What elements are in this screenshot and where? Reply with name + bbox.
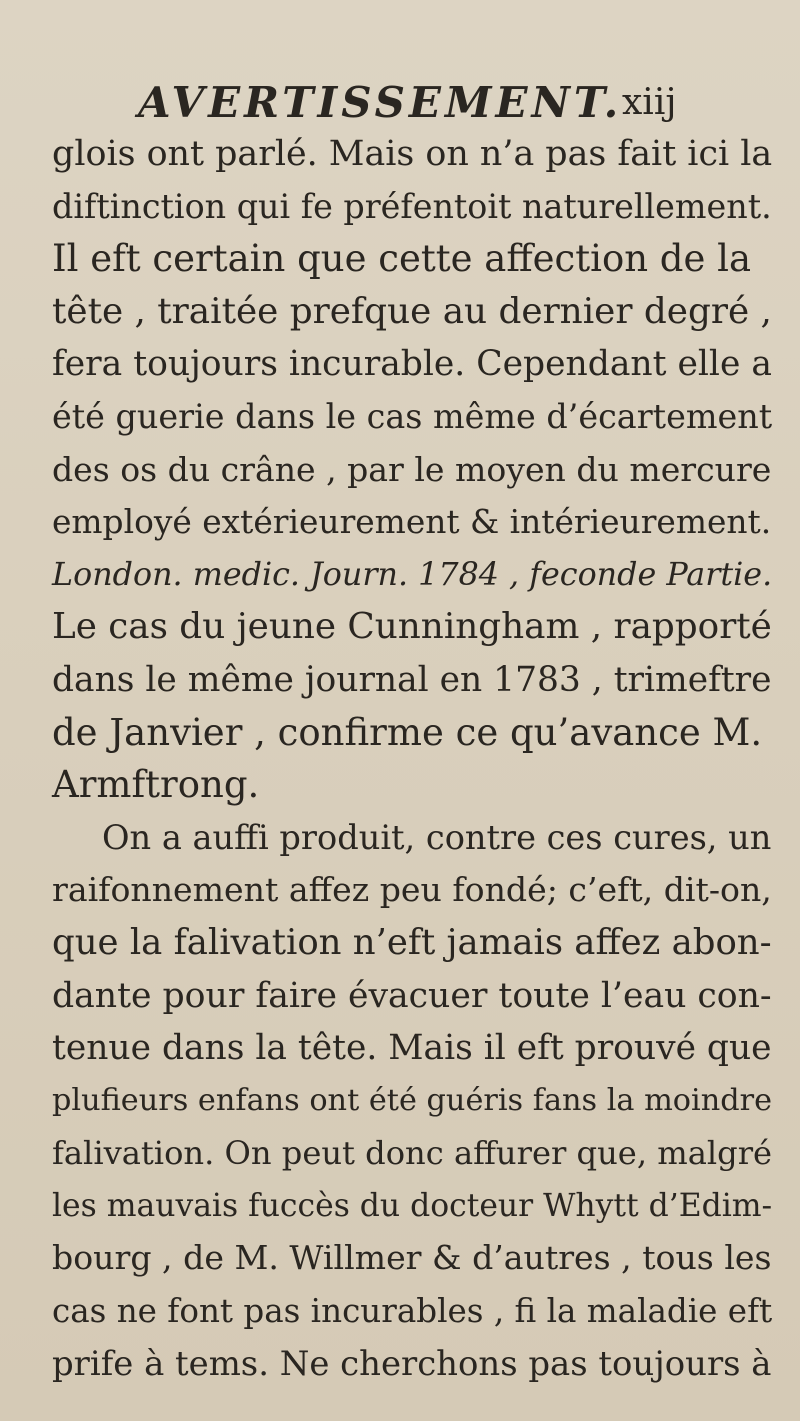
text-line: glois ont parlé. Mais on n’a pas fait ici la	[52, 134, 773, 174]
text-line: tête , traitée prefque au dernier degré ,	[52, 290, 772, 332]
text-line: raifonnement affez peu fondé; c’eft, dit-on,	[52, 870, 772, 910]
text-line: tenue dans la tête. Mais il eft prouvé que	[52, 1028, 772, 1069]
text-line: de Janvier , confirme ce qu’avance M.	[52, 710, 763, 754]
text-line: falivation. On peut donc affurer que, malgré	[52, 1134, 773, 1173]
paragraph-start-line: On a auffi produit, contre ces cures, un	[102, 817, 772, 857]
text-line: plufieurs enfans ont été guéris fans la moindre	[52, 1082, 773, 1118]
text-line: les mauvais fuccès du docteur Whytt d’Edim-	[52, 1187, 773, 1224]
text-line: été guerie dans le cas même d’écartement	[52, 396, 773, 436]
text-line: dante pour faire évacuer toute l’eau con-	[52, 975, 772, 1016]
text-line: Le cas du jeune Cunningham , rapporté	[52, 606, 772, 648]
running-title: AVERTISSEMENT.	[138, 78, 623, 127]
text-line: Armftrong.	[52, 763, 260, 807]
text-line: des os du crâne , par le moyen du mercure	[52, 449, 772, 489]
text-line: que la falivation n’eft jamais affez abon-	[52, 921, 772, 963]
text-line: bourg , de M. Willmer & d’autres , tous les	[52, 1238, 772, 1278]
citation-line: London. medic. Journ. 1784 , feconde Partie.	[52, 556, 773, 593]
text-line: employé extérieurement & intérieurement.	[52, 503, 772, 542]
text-line: prife à tems. Ne cherchons pas toujours à	[52, 1343, 772, 1383]
text-line: dans le même journal en 1783 , trimeftre	[52, 659, 772, 700]
page-number: xiij	[622, 82, 677, 123]
text-line: cas ne font pas incurables , fi la maladie eft	[52, 1292, 773, 1331]
text-line: diftinction qui fe préfentoit naturellement.	[52, 186, 772, 226]
text-line: Il eft certain que cette affection de la	[52, 237, 752, 281]
body-text	[52, 128, 772, 1390]
text-line: fera toujours incurable. Cependant elle a	[52, 344, 772, 385]
